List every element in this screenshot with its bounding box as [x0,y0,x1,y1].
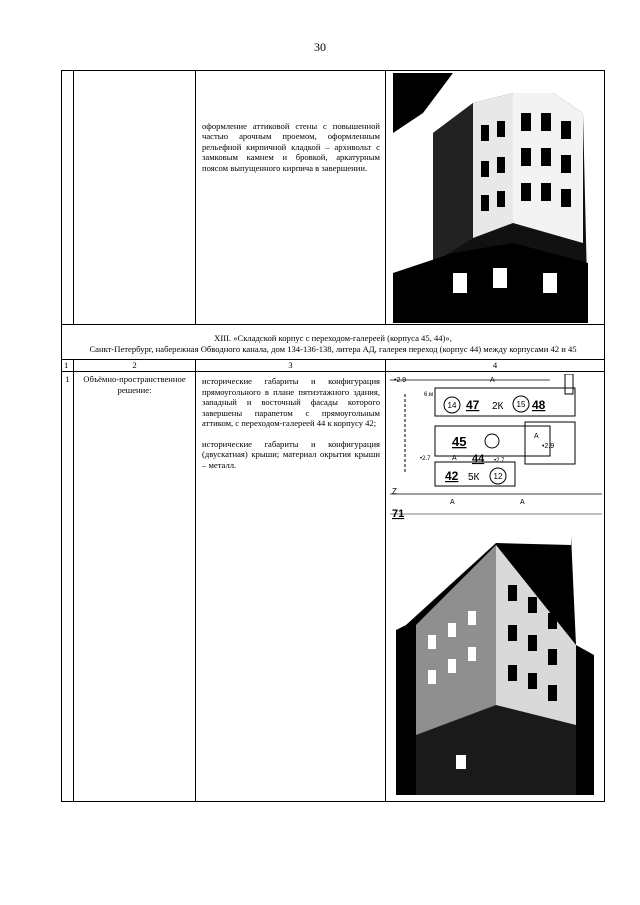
area-label-3: А [452,455,457,463]
description-paragraph-1: исторические габариты и конфигурация прямоугольного в плане пятиэтажного здания, западный и восточный фасады которого завершены парапетом с прямоугольным аттиком, с переходом-галереей 44 к корпусу 42; [202,376,380,429]
cell-number-empty [62,71,74,325]
section-header-cell [62,325,605,360]
description-text: оформление аттиковой стены с повышенной частью арочным проемом, оформленным рельефной кирпичной кладкой – архивольт с замковым камнем и бровкой, аркатурным поясом выпущенного кирпича в завершении. [202,121,380,173]
building-photo-bottom [396,535,594,795]
section-title: XIII. «Складской корпус с переходом-галереей (корпуса 45, 44)», [214,333,452,343]
building-label-71: 71 [392,508,405,521]
area-label-1: А [490,377,495,385]
row-name: Объёмно-пространственное решение: [74,372,196,802]
small-m-label: 6.м [424,392,434,399]
elev-label-1: •2.9 [394,377,407,385]
section-address: Санкт-Петербург, набережная Обводного канала, дом 134-136-138, литера АД, галерея переход (корпус 44) между корпусами 42 и 45 [89,344,577,355]
area-label-4: А [450,499,455,507]
building-label-45: 45 [452,434,467,450]
column-header-row [62,360,605,372]
row-description [196,372,386,802]
circle-label-15: 15 [516,400,526,410]
site-plan [390,374,602,529]
document-table [61,70,605,802]
section-header-row [62,325,605,360]
description-paragraph-2: исторические габариты и конфигурация (двускатная) крыши; материал окрытия крыши – металл. [202,438,380,470]
cell-photo [386,71,605,325]
floors-label-2k: 2К [492,401,504,413]
table-row-continuation [62,71,605,325]
building-photo-top [393,73,603,323]
circle-label-14: 14 [447,401,457,411]
elev-label-4: •2.7 [494,458,505,465]
building-label-42: 42 [445,469,459,484]
table-row-1 [62,372,605,802]
edge-label: Z [392,487,397,497]
circle-label-12: 12 [493,472,503,482]
building-label-47: 47 [466,398,480,413]
floors-label-5k: 5К [468,472,480,484]
elev-label-3: •2.7 [420,456,431,463]
header-col-2: 2 [74,360,196,372]
elev-label-2: •2.9 [542,443,555,451]
cell-name-empty [74,71,196,325]
row-number: 1 [62,372,74,802]
area-label-2: А [534,433,539,441]
building-label-48: 48 [532,398,546,413]
page-number: 30 [314,40,326,54]
header-col-3: 3 [196,360,386,372]
cell-description [196,71,386,325]
header-col-4: 4 [386,360,605,372]
building-label-44: 44 [472,453,485,466]
header-col-1: 1 [62,360,74,372]
cell-plan-and-photo [386,372,605,802]
area-label-5: А [520,499,525,507]
